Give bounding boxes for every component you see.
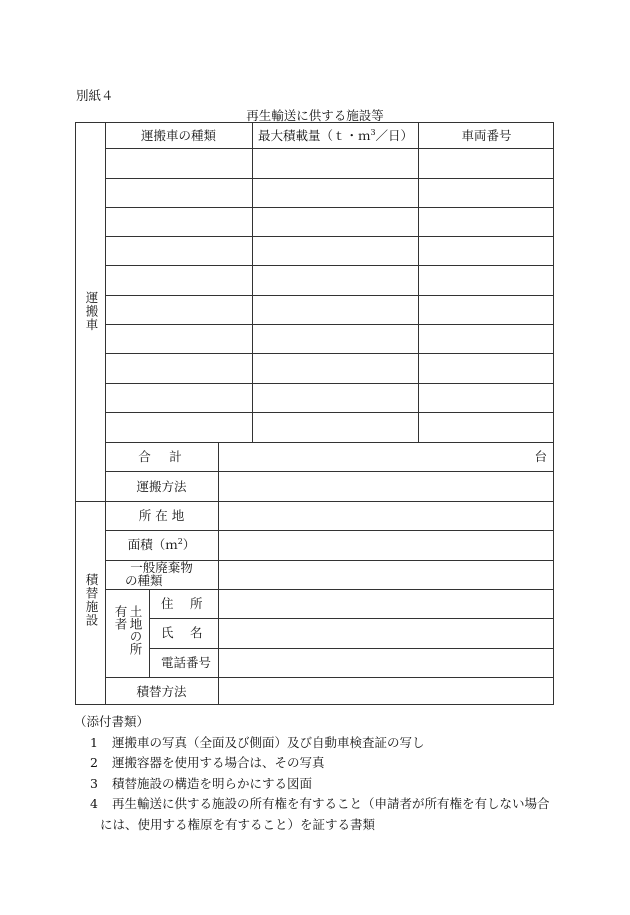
total-label: 合 計 <box>138 449 185 464</box>
section-label-transfer: 積替施設 <box>84 573 99 627</box>
header-max-capacity: 最大積載量（ｔ・ｍ$^3$／日） <box>257 127 414 143</box>
total-unit: 台 <box>534 449 547 464</box>
header-vehicle-type: 運搬車の種類 <box>140 128 216 143</box>
attachments-list <box>74 712 550 835</box>
location-label: 所 在 地 <box>138 508 185 523</box>
list-item: 2 運搬容器を使用する場合は、その写真 <box>90 755 325 770</box>
attachment-number: 別紙４ <box>76 88 114 103</box>
list-item-continuation: には、使用する権原を有すること）を証する書類 <box>100 816 376 832</box>
owner-address-label: 住 所 <box>161 596 205 611</box>
owner-name-label: 氏 名 <box>161 625 205 640</box>
section-label-vehicles: 運搬車 <box>84 291 99 332</box>
transport-method-label: 運搬方法 <box>136 479 187 494</box>
facility-form-table <box>75 122 554 705</box>
area-label: 面積（ｍ$^2$） <box>127 536 196 552</box>
list-item: 1 運搬車の写真（全面及び側面）及び自動車検査証の写し <box>90 734 425 750</box>
landowner-label: 土地の所有者 <box>113 605 143 655</box>
list-item: 3 積替施設の構造を明らかにする図面 <box>90 775 313 791</box>
header-plate-number: 車両番号 <box>461 128 512 143</box>
transfer-method-label: 積替方法 <box>136 684 187 699</box>
owner-phone-label: 電話番号 <box>161 655 212 670</box>
page-title: 再生輸送に供する施設等 <box>246 108 384 123</box>
list-item: 4 再生輸送に供する施設の所有権を有すること（申請者が所有権を有しない場合 <box>90 796 550 811</box>
waste-type-label: 一般廃棄物 の種類 <box>125 560 193 588</box>
attachments-heading: （添付書類） <box>74 714 150 729</box>
